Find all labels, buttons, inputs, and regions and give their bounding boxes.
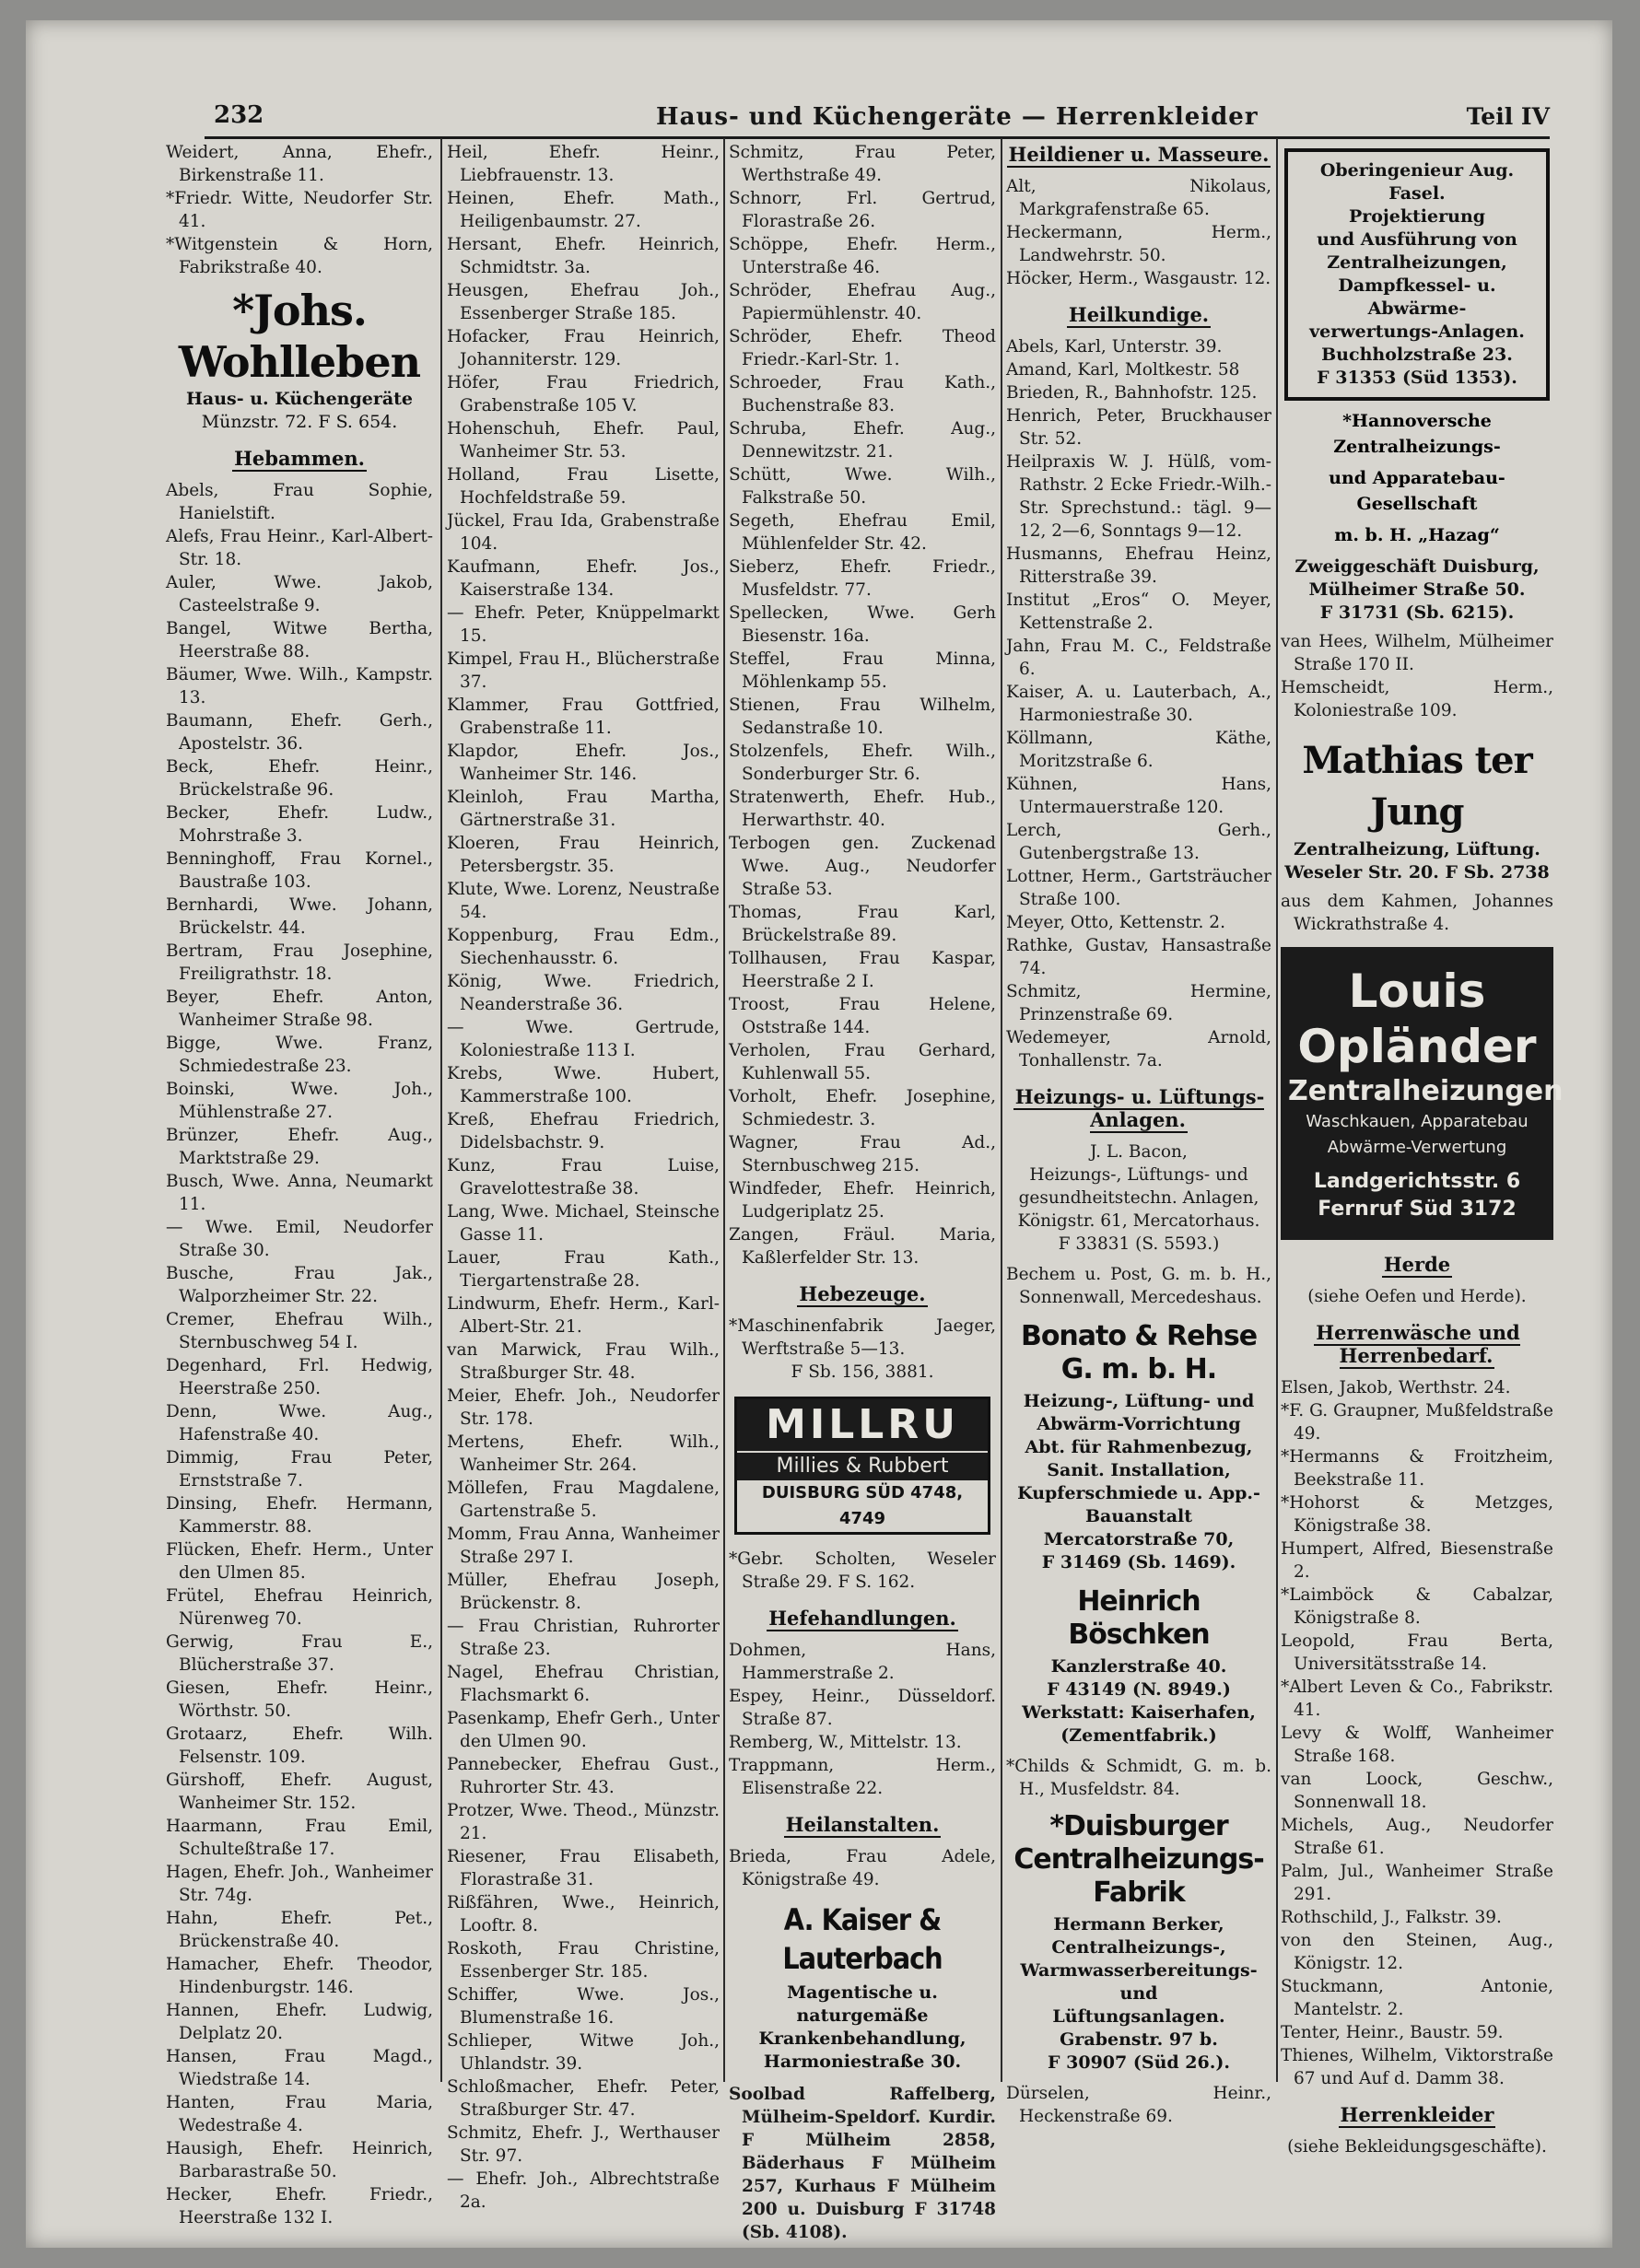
list-item: Thienes, Wilhelm, Viktorstraße 67 und Auf d. Damm 38. (1281, 2046, 1553, 2088)
list-item: Holland, Frau Lisette, Hochfeldstraße 59. (447, 465, 720, 508)
page-number: 232 (214, 101, 264, 129)
list-item: Cremer, Ehefrau Wilh., Sternbuschweg 54 I. (166, 1310, 433, 1352)
part-label: Teil IV (1466, 103, 1550, 130)
list-item: Busche, Frau Jak., Walporzheimer Str. 22. (166, 1264, 433, 1306)
list-item: Meier, Ehefr. Joh., Neudorfer Str. 178. (447, 1386, 720, 1429)
list-item: Schloßmacher, Ehefr. Peter, Straßburger Str. 47. (447, 2077, 720, 2120)
list-item: Höcker, Herm., Wasgaustr. 12. (1006, 269, 1271, 288)
column-divider (1001, 138, 1002, 2082)
list-item: Rothschild, J., Falkstr. 39. (1281, 1908, 1502, 1927)
list-item: Hausigh, Ehefr. Heinrich, Barbarastraße 50. (166, 2139, 433, 2181)
section-heading-heizung: Heizungs- u. Lüftungs-Anlagen. (1014, 1085, 1265, 1131)
duerselen-entry: Dürselen, Heinr., Heckenstraße 69. (1006, 2084, 1271, 2126)
list-item: Benninghoff, Frau Kornel., Baustraße 103. (166, 849, 433, 892)
list-item: Frütel, Ehefrau Heinrich, Nürenweg 70. (166, 1586, 433, 1629)
list-item: Hersant, Ehefr. Heinrich, Schmidtstr. 3a. (447, 235, 720, 277)
list-item: Remberg, W., Mittelstr. 13. (729, 1733, 962, 1752)
list-item: Stolzenfels, Ehefr. Wilh., Sonderburger Str. 6. (729, 742, 996, 784)
list-item: Amand, Karl, Moltkestr. 58 (1006, 360, 1240, 380)
list-item: Grotaarz, Ehefr. Wilh. Felsenstr. 109. (166, 1724, 433, 1767)
list-item: Humpert, Alfred, Biesenstraße 2. (1281, 1539, 1553, 1582)
list-item: *Witgenstein & Horn, Fabrikstraße 40. (166, 235, 433, 277)
list-item: Höfer, Frau Friedrich, Grabenstraße 105 V. (447, 373, 720, 415)
fasel-ad (1284, 148, 1550, 401)
bechem-entry: Bechem u. Post, G. m. b. H., Sonnenwall, Mercedeshaus. (1006, 1265, 1271, 1307)
hazag-ad (1281, 408, 1553, 548)
list-item: Denn, Wwe. Aug., Hafenstraße 40. (166, 1402, 433, 1444)
millru-ad (734, 1397, 990, 1535)
hebammen-list-cont (447, 141, 720, 2214)
page-header (205, 101, 1550, 134)
list-item: Schlieper, Witwe Joh., Uhlandstr. 39. (447, 2031, 720, 2074)
list-item: Dimmig, Frau Peter, Ernststraße 7. (166, 1448, 433, 1491)
list-item: Abels, Frau Sophie, Hanielstift. (166, 481, 433, 523)
list-item: Husmanns, Ehefrau Heinz, Ritterstraße 39. (1006, 544, 1271, 587)
list-item: Thomas, Frau Karl, Brückelstraße 89. (729, 903, 996, 945)
list-item: Abels, Karl, Unterstr. 39. (1006, 337, 1223, 357)
page-title: Haus- und Küchengeräte — Herrenkleider (656, 103, 1259, 131)
list-item: Lottner, Herm., Gartsträucher Straße 100. (1006, 867, 1271, 909)
list-item: von den Steinen, Aug., Königstr. 12. (1281, 1931, 1553, 1973)
list-item: Leopold, Frau Berta, Universitätsstraße 14. (1281, 1631, 1553, 1674)
list-item: Projektierung (1348, 206, 1486, 227)
oplaender-line: Abwärme-Verwertung (1327, 1138, 1507, 1157)
list-item: Hahn, Ehefr. Pet., Brückenstraße 40. (166, 1909, 433, 1951)
list-item: Koppenburg, Frau Edm., Siechenhausstr. 6. (447, 926, 720, 968)
wohlleben-ad-address: Münzstr. 72. F S. 654. (201, 412, 398, 432)
wohlleben-ad-name: *Johs. Wohlleben (178, 286, 421, 387)
oplaender-address: Landgerichtsstr. 6 (1313, 1170, 1521, 1193)
list-item: van Loock, Geschw., Sonnenwall 18. (1281, 1770, 1553, 1812)
list-item: Palm, Jul., Wanheimer Straße 291. (1281, 1862, 1553, 1904)
list-item: verwertungs-Anlagen. (1309, 321, 1525, 342)
list-item: Auler, Wwe. Jakob, Casteelstraße 9. (166, 573, 433, 615)
list-item: Dampfkessel- u. Abwärme- (1338, 275, 1496, 319)
list-item: Schiffer, Wwe. Jos., Blumenstraße 16. (447, 1985, 720, 2028)
list-item: Klammer, Frau Gottfried, Grabenstraße 11. (447, 696, 720, 738)
list-item: Momm, Frau Anna, Wanheimer Straße 297 I. (447, 1525, 720, 1567)
list-item: m. b. H. „Hazag“ (1334, 525, 1500, 545)
list-item: (Zementfabrik.) (1060, 1725, 1217, 1746)
list-item: Degenhard, Frl. Hedwig, Heerstraße 250. (166, 1356, 433, 1398)
list-item: Hansen, Frau Magd., Wiedstraße 14. (166, 2047, 433, 2089)
list-item: Busch, Wwe. Anna, Neumarkt 11. (166, 1172, 433, 1214)
list-item: Möllefen, Frau Magdalene, Gartenstraße 5. (447, 1479, 720, 1521)
list-item: Tenter, Heinr., Baustr. 59. (1281, 2023, 1504, 2042)
list-item: *Friedr. Witte, Neudorfer Str. 41. (166, 189, 433, 231)
list-item: Mercatorstraße 70, (1043, 1529, 1235, 1549)
list-item: Roskoth, Frau Christine, Essenberger Str. 185. (447, 1939, 720, 1982)
list-item: Elsen, Jakob, Werthstr. 24. (1281, 1378, 1511, 1397)
list-item: Jahn, Frau M. C., Feldstraße 6. (1006, 637, 1271, 679)
column-3 (729, 141, 996, 2242)
list-item: Heusgen, Ehefrau Joh., Essenberger Straße 185. (447, 281, 720, 323)
list-item: Werkstatt: Kaiserhafen, (1022, 1702, 1256, 1723)
list-item: Vorholt, Ehefr. Josephine, Schmiedestr. 3. (729, 1087, 996, 1129)
list-item: Hemscheidt, Herm., Koloniestraße 109. (1281, 678, 1553, 720)
list-item: F 31731 (Sb. 6215). (1319, 602, 1515, 623)
list-item: Hohenschuh, Ehefr. Paul, Wanheimer Str. 53. (447, 419, 720, 462)
list-item: Jückel, Frau Ida, Grabenstraße 104. (447, 511, 720, 554)
boeschken-ad-name: Heinrich Böschken (1068, 1585, 1210, 1651)
list-item: Baumann, Ehefr. Gerh., Apostelstr. 36. (166, 711, 433, 754)
list-item: Kühnen, Hans, Untermauerstraße 120. (1006, 775, 1271, 817)
oplaender-line: Waschkauen, Apparatebau (1306, 1112, 1529, 1131)
list-item: J. L. Bacon, (1090, 1142, 1188, 1162)
list-item: Centralheizungs-, (1051, 1937, 1226, 1958)
oplaender-ad (1281, 947, 1564, 1240)
list-item: Kaiser, A. u. Lauterbach, A., Harmoniestraße 30. (1006, 683, 1271, 725)
dcf-ad-name: *Duisburger Centralheizungs-Fabrik (1013, 1810, 1264, 1909)
list-item: Abt. für Rahmenbezug, Sanit. Installation, Kupferschmiede u. App.-Bauanstalt (1017, 1437, 1260, 1526)
column-divider (1276, 138, 1278, 2082)
list-item: Lüftungsanlagen. (1052, 2006, 1225, 2027)
scholten-entry: *Gebr. Scholten, Weseler Straße 29. F S. 162. (729, 1549, 996, 1592)
list-item: Tollhausen, Frau Kaspar, Heerstraße 2 I. (729, 949, 996, 991)
bacon-ad (1006, 1140, 1271, 1256)
list-item: Bangel, Witwe Bertha, Heerstraße 88. (166, 619, 433, 661)
list-item: Gürshoff, Ehefr. August, Wanheimer Str. 152. (166, 1771, 433, 1813)
list-item: *F. G. Graupner, Mußfeldstraße 49. (1281, 1401, 1553, 1444)
column-2 (447, 141, 720, 2212)
list-item: van Hees, Wilhelm, Mülheimer Straße 170 II. (1281, 632, 1553, 674)
kaiser-ad-line: Krankenbehandlung, (758, 2028, 966, 2049)
list-item: Henrich, Peter, Bruckhauser Str. 52. (1006, 406, 1271, 449)
list-item: Schmitz, Hermine, Prinzenstraße 69. (1006, 982, 1271, 1024)
list-item: — Wwe. Emil, Neudorfer Straße 30. (166, 1218, 433, 1260)
list-item: *Albert Leven & Co., Fabrikstr. 41. (1281, 1678, 1553, 1720)
list-item: Beyer, Ehefr. Anton, Wanheimer Straße 98. (166, 988, 433, 1030)
list-item: Kunz, Frau Luise, Gravelottestraße 38. (447, 1156, 720, 1198)
list-item: Wedemeyer, Arnold, Tonhallenstr. 7a. (1006, 1028, 1271, 1070)
section-heading-hefehandlungen: Hefehandlungen. (768, 1607, 956, 1630)
kaiser-ad-line: Magentische u. naturgemäße (787, 1982, 938, 2026)
hebammen-list-cont2 (729, 141, 996, 1269)
list-item: Königstr. 61, Mercatorhaus. (1017, 1211, 1260, 1231)
list-item: Dinsing, Ehefr. Hermann, Kammerstr. 88. (166, 1494, 433, 1537)
list-item: Müller, Ehefrau Joseph, Brückenstr. 8. (447, 1571, 720, 1613)
list-item: Zangen, Fräul. Maria, Kaßlerfelder Str. 13. (729, 1225, 996, 1268)
list-item: Pasenkamp, Ehefr Gerh., Unter den Ulmen 90. (447, 1709, 720, 1751)
list-item: van Marwick, Frau Wilh., Straßburger Str. 48. (447, 1340, 720, 1383)
section-heading-heilanstalten: Heilanstalten. (785, 1813, 940, 1836)
list-item: Brieda, Frau Adele, Königstraße 49. (729, 1847, 996, 1889)
column-divider (723, 138, 725, 2082)
list-item: Zweiggeschäft Duisburg, (1294, 556, 1540, 577)
hefe-list (729, 1639, 996, 1800)
herrenwaesche-list (1281, 1376, 1553, 2090)
list-item: Heizungs-, Lüftungs- und gesundheitstechn. Anlagen, (1018, 1165, 1259, 1208)
list-item: Wagner, Frau Ad., Sternbuschweg 215. (729, 1133, 996, 1175)
list-item: Dohmen, Hans, Hammerstraße 2. (729, 1641, 996, 1683)
section-heading-heilkundige: Heilkundige. (1068, 303, 1210, 326)
list-item: — Ehefr. Peter, Knüppelmarkt 15. (447, 603, 720, 646)
list-item: Bäumer, Wwe. Wilh., Kampstr. 13. (166, 665, 433, 707)
list-item: Trappmann, Herm., Elisenstraße 22. (729, 1756, 996, 1798)
list-item: Protzer, Wwe. Theod., Münzstr. 21. (447, 1801, 720, 1843)
list-item: Spellecken, Wwe. Gerh Biesenstr. 16a. (729, 603, 996, 646)
list-item: Hermann Berker, (1053, 1914, 1224, 1935)
list-item: Bernhardi, Wwe. Johann, Brückelstr. 44. (166, 895, 433, 938)
list-item: Mertens, Ehefr. Wilh., Wanheimer Str. 264. (447, 1432, 720, 1475)
column-divider (440, 138, 442, 2082)
list-item: Heil, Ehefr. Heinr., Liebfrauenstr. 13. (447, 143, 720, 185)
list-item: Windfeder, Ehefr. Heinrich, Ludgeriplatz 25. (729, 1179, 996, 1222)
section-heading-hebammen: Hebammen. (234, 447, 365, 470)
list-item: Alefs, Frau Heinr., Karl-Albert-Str. 18. (166, 527, 433, 569)
list-item: Schruba, Ehefr. Aug., Dennewitzstr. 21. (729, 419, 996, 462)
herrenkleider-note: (siehe Bekleidungsgeschäfte). (1287, 2137, 1547, 2157)
millru-company: Millies & Rubbert (737, 1451, 988, 1480)
list-item: Klapdor, Ehefr. Jos., Wanheimer Str. 146. (447, 742, 720, 784)
list-item: Flücken, Ehefr. Herm., Unter den Ulmen 85. (166, 1540, 433, 1583)
list-item: Kimpel, Frau H., Blücherstraße 37. (447, 649, 720, 692)
list-item: Stratenwerth, Ehefr. Hub., Herwarthstr. 40. (729, 788, 996, 830)
list-item: Haarmann, Frau Emil, Schulteßtraße 17. (166, 1817, 433, 1859)
list-item: Schröder, Ehefr. Theod Friedr.-Karl-Str. 1. (729, 327, 996, 369)
kahmen-entry: aus dem Kahmen, Johannes Wickrathstraße 4. (1281, 892, 1553, 934)
list-item: Zentralheizungen, (1327, 252, 1507, 273)
list-item: Giesen, Ehefr. Heinr., Wörthstr. 50. (166, 1678, 433, 1721)
list-item: *Hannoversche Zentralheizungs- (1333, 411, 1501, 457)
section-heading-herde: Herde (1383, 1253, 1451, 1276)
soolbad-entry: Soolbad Raffelberg, Mülheim-Speldorf. Kurdir. F Mülheim 2858, Bäderhaus F Mülheim 257, Kurhaus F Mülheim 200 u. Duisburg F 31748 (Sb. 4108). (729, 2085, 996, 2242)
list-item: Schröder, Ehefrau Aug., Papiermühlenstr. 40. (729, 281, 996, 323)
list-item: F 30907 (Süd 26.). (1048, 2052, 1230, 2073)
list-item: Warmwasserbereitungs- und (1020, 1960, 1258, 2004)
list-item: F 33831 (S. 5593.) (1058, 1234, 1220, 1254)
list-item: Lindwurm, Ehefr. Herm., Karl-Albert-Str. 21. (447, 1294, 720, 1337)
list-item: Kreß, Ehefrau Friedrich, Didelsbachstr. 9. (447, 1110, 720, 1152)
header-rule (205, 136, 1550, 139)
hazag-address (1281, 555, 1553, 625)
list-item: Sieberz, Ehefr. Friedr., Musfeldstr. 77. (729, 557, 996, 600)
list-item: Grabenstr. 97 b. (1060, 2029, 1218, 2050)
heilkundige-list (1006, 335, 1271, 1072)
list-item: Bigge, Wwe. Franz, Schmiedestraße 23. (166, 1034, 433, 1076)
list-item: Becker, Ehefr. Ludw., Mohrstraße 3. (166, 803, 433, 846)
millru-logo: MILLRU (737, 1399, 988, 1451)
terjung-ad-line: Zentralheizung, Lüftung. (1294, 839, 1540, 859)
boeschken-ad-lines (1006, 1655, 1271, 1748)
list-item: Köllmann, Käthe, Moritzstraße 6. (1006, 729, 1271, 771)
hebammen-list (166, 479, 433, 2229)
list-item: Nagel, Ehefrau Christian, Flachsmarkt 6. (447, 1663, 720, 1705)
heildiener-list (1006, 175, 1271, 290)
list-item: Lerch, Gerh., Gutenbergstraße 13. (1006, 821, 1271, 863)
column-5 (1281, 141, 1564, 2157)
list-item: Kloeren, Frau Heinrich, Petersbergstr. 35. (447, 834, 720, 876)
column-1 (166, 141, 433, 2227)
kaiser-ad-line: Harmoniestraße 30. (763, 2052, 962, 2072)
list-item: Espey, Heinr., Düsseldorf. Straße 87. (729, 1687, 996, 1729)
terjung-ad-address: Weseler Str. 20. F Sb. 2738 (1284, 862, 1550, 883)
list-item: Troost, Frau Helene, Oststraße 144. (729, 995, 996, 1037)
list-item: Schmitz, Ehefr. J., Werthauser Str. 97. (447, 2123, 720, 2166)
millru-phone: DUISBURG SÜD 4748, 4749 (761, 1483, 964, 1528)
oplaender-phone: Fernruf Süd 3172 (1318, 1198, 1517, 1221)
list-item: Mülheimer Straße 50. (1308, 579, 1526, 600)
list-item: Schnorr, Frl. Gertrud, Florastraße 26. (729, 189, 996, 231)
list-item: Kaufmann, Ehefr. Jos., Kaiserstraße 134. (447, 557, 720, 600)
jaeger-phone: F Sb. 156, 3881. (791, 1362, 934, 1382)
terjung-ad-name: Mathias ter Jung (1302, 739, 1532, 834)
kaiser-ad-name: A. Kaiser & Lauterbach (782, 1902, 943, 1976)
list-item: Kanzlerstraße 40. (1050, 1656, 1227, 1677)
list-item: Riesener, Frau Elisabeth, Florastraße 31. (447, 1847, 720, 1889)
list-item: Klute, Wwe. Lorenz, Neustraße 54. (447, 880, 720, 922)
list-item: Meyer, Otto, Kettenstr. 2. (1006, 913, 1225, 932)
bonato-ad-name: Bonato & Rehse G. m. b. H. (1020, 1320, 1258, 1385)
list-item: — Ehefr. Joh., Albrechtstraße 2a. (447, 2169, 720, 2212)
list-item: Buchholzstraße 23. (1321, 345, 1513, 365)
list-item: Bertram, Frau Josephine, Freiligrathstr. 18. (166, 941, 433, 984)
list-item: Institut „Eros“ O. Meyer, Kettenstraße 2. (1006, 590, 1271, 633)
dcf-ad-lines (1006, 1913, 1271, 2075)
list-item: Kleinloh, Frau Martha, Gärtnerstraße 31. (447, 788, 720, 830)
list-item: Rißfähren, Wwe., Heinrich, Looftr. 8. (447, 1893, 720, 1935)
herde-note: (siehe Oefen und Herde). (1307, 1287, 1527, 1306)
list-item: Lang, Wwe. Michael, Steinsche Gasse 11. (447, 1202, 720, 1245)
list-item: Stienen, Frau Wilhelm, Sedanstraße 10. (729, 696, 996, 738)
list-item: Hofacker, Frau Heinrich, Johanniterstr. 129. (447, 327, 720, 369)
list-item: Levy & Wolff, Wanheimer Straße 168. (1281, 1724, 1553, 1766)
list-item: *Hermanns & Froitzheim, Beekstraße 11. (1281, 1447, 1553, 1490)
list-item: — Frau Christian, Ruhrorter Straße 23. (447, 1617, 720, 1659)
section-heading-heildiener: Heildiener u. Masseure. (1008, 143, 1270, 166)
heil-list (729, 1845, 996, 1891)
list-item: Heckermann, Herm., Landwehrstr. 50. (1006, 223, 1271, 265)
list-item: Boinski, Wwe. Joh., Mühlenstraße 27. (166, 1080, 433, 1122)
list-item: Stuckmann, Antonie, Mantelstr. 2. (1281, 1977, 1553, 2019)
list-item: Schöppe, Ehefr. Herm., Unterstraße 46. (729, 235, 996, 277)
list-item: König, Wwe. Friedrich, Neanderstraße 36. (447, 972, 720, 1014)
list-item: Michels, Aug., Neudorfer Straße 61. (1281, 1816, 1553, 1858)
list-item: — Wwe. Gertrude, Koloniestraße 113 I. (447, 1018, 720, 1060)
list-item: Hagen, Ehefr. Joh., Wanheimer Str. 74g. (166, 1863, 433, 1905)
col1-top-list (166, 141, 433, 279)
list-item: Verholen, Frau Gerhard, Kuhlenwall 55. (729, 1041, 996, 1083)
list-item: und Apparatebau-Gesellschaft (1329, 468, 1505, 514)
list-item: Terbogen gen. Zuckenad Wwe. Aug., Neudorfer Straße 53. (729, 834, 996, 899)
list-item: Lauer, Frau Kath., Tiergartenstraße 28. (447, 1248, 720, 1291)
list-item: Segeth, Ehefrau Emil, Mühlenfelder Str. 42. (729, 511, 996, 554)
childs-entry: *Childs & Schmidt, G. m. b. H., Musfeldstr. 84. (1006, 1757, 1271, 1799)
wohlleben-ad-line: Haus- u. Küchengeräte (185, 389, 414, 409)
jaeger-entry: *Maschinenfabrik Jaeger, Werftstraße 5—13. (729, 1316, 996, 1359)
list-item: Hanten, Frau Maria, Wedestraße 4. (166, 2093, 433, 2135)
list-item: Pannebecker, Ehefrau Gust., Ruhrorter Str. 43. (447, 1755, 720, 1797)
list-item: Rathke, Gustav, Hansastraße 74. (1006, 936, 1271, 978)
list-item: F 43149 (N. 8949.) (1047, 1679, 1231, 1700)
list-item: Hecker, Ehefr. Friedr., Heerstraße 132 I. (166, 2185, 433, 2227)
list-item: Heilpraxis W. J. Hülß, vom-Rathstr. 2 Ecke Friedr.-Wilh.-Str. Sprechstund.: tägl. 9—12, 2—6, Sonntags 9—12. (1006, 452, 1271, 541)
bonato-ad-lines (1006, 1390, 1271, 1574)
list-item: F 31469 (Sb. 1469). (1041, 1552, 1236, 1572)
list-item: Gerwig, Frau E., Blücherstraße 37. (166, 1632, 433, 1675)
column-4 (1006, 141, 1271, 2140)
list-item: Heinen, Ehefr. Math., Heiligenbaumstr. 27. (447, 189, 720, 231)
list-item: Schütt, Wwe. Wilh., Falkstraße 50. (729, 465, 996, 508)
list-item: Brieden, R., Bahnhofstr. 125. (1006, 383, 1258, 403)
list-item: Schmitz, Frau Peter, Werthstraße 49. (729, 143, 996, 185)
list-item: Schroeder, Frau Kath., Buchenstraße 83. (729, 373, 996, 415)
list-item: Beck, Ehefr. Heinr., Brückelstraße 96. (166, 757, 433, 800)
list-item: und Ausführung von (1317, 229, 1517, 250)
section-heading-hebezeuge: Hebezeuge. (799, 1282, 926, 1305)
list-item: Weidert, Anna, Ehefr., Birkenstraße 11. (166, 143, 433, 185)
list-item: Hannen, Ehefr. Ludwig, Delplatz 20. (166, 2001, 433, 2043)
section-heading-herrenkleider: Herrenkleider (1340, 2103, 1494, 2126)
list-item: F 31353 (Süd 1353). (1317, 368, 1517, 388)
oplaender-sub: Zentralheizungen (1288, 1075, 1564, 1107)
list-item: Heizung-, Lüftung- und Abwärm-Vorrichtung (1023, 1391, 1255, 1434)
oplaender-name: Louis Opländer (1297, 964, 1537, 1073)
list-item: Steffel, Frau Minna, Möhlenkamp 55. (729, 649, 996, 692)
list-item: Hamacher, Ehefr. Theodor, Hindenburgstr. 146. (166, 1955, 433, 1997)
list-item: *Hohorst & Metzges, Königstraße 38. (1281, 1493, 1553, 1536)
list-item: Krebs, Wwe. Hubert, Kammerstraße 100. (447, 1064, 720, 1106)
list-item: Oberingenieur Aug. Fasel. (1319, 160, 1515, 204)
list-item: *Laimböck & Cabalzar, Königstraße 8. (1281, 1585, 1553, 1628)
list-item: Alt, Nikolaus, Markgrafenstraße 65. (1006, 177, 1271, 219)
list-item: Brünzer, Ehefr. Aug., Marktstraße 29. (166, 1126, 433, 1168)
heizung-list (1281, 630, 1553, 722)
section-heading-herrenwaesche: Herrenwäsche und Herrenbedarf. (1316, 1321, 1520, 1367)
